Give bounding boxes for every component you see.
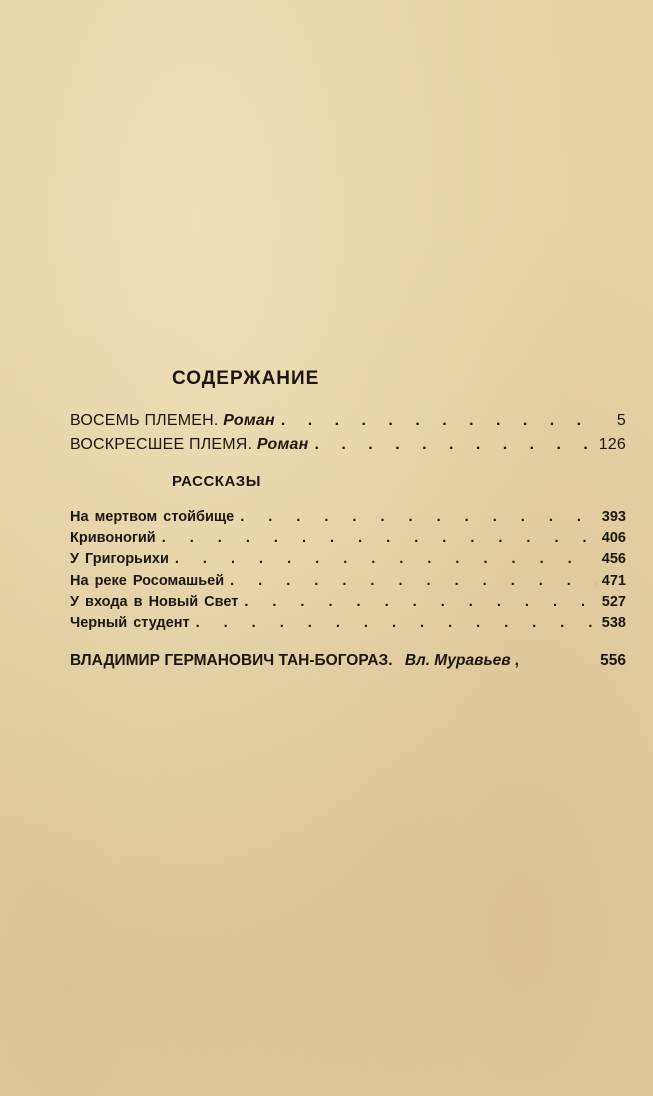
dot-leader: [281, 412, 596, 430]
dot-leader: [244, 594, 595, 610]
entry-title: У входа в Новый Свет: [70, 594, 239, 610]
toc-entry-story: [70, 551, 626, 567]
entry-title: Кривоногий: [70, 530, 156, 546]
entry-title: На мертвом стойбище: [70, 509, 235, 525]
entry-page-number: 538: [601, 615, 626, 631]
toc-entry-story: [70, 615, 626, 631]
entry-label: [70, 652, 511, 670]
toc-entry-story: [70, 594, 626, 610]
toc-entry-novel-2: [70, 436, 626, 454]
entry-page-number: 471: [601, 573, 626, 589]
dot-leader: [515, 652, 525, 670]
toc-entry-story: [70, 573, 626, 589]
toc-entry-story: [70, 530, 626, 546]
dot-leader: [230, 573, 596, 589]
entry-page-number: 527: [601, 594, 626, 610]
entry-label: [70, 436, 309, 454]
toc-entry-afterword: [70, 652, 626, 670]
entry-author: Вл. Муравьев: [404, 652, 511, 669]
entry-title: ВОСЕМЬ ПЛЕМЕН.: [70, 412, 219, 429]
dot-leader: [196, 615, 596, 631]
stories-heading: РАССКАЗЫ: [172, 473, 261, 490]
dot-leader: [315, 436, 593, 454]
dot-leader: [240, 509, 596, 525]
toc-title: СОДЕРЖАНИЕ: [172, 368, 320, 389]
entry-page-number: 126: [598, 436, 626, 453]
toc-entry-story: [70, 509, 626, 525]
entry-title: ВОСКРЕСШЕЕ ПЛЕМЯ.: [70, 436, 253, 453]
toc-entry-novel-1: [70, 412, 626, 430]
entry-page-number: 5: [616, 412, 626, 429]
entry-page-number: 556: [600, 652, 626, 669]
entry-genre: Роман: [223, 412, 275, 429]
entry-title: ВЛАДИМИР ГЕРМАНОВИЧ ТАН-БОГОРАЗ.: [70, 652, 393, 669]
entry-page-number: 393: [601, 509, 626, 525]
entry-title: Черный студент: [70, 615, 190, 631]
entry-genre: Роман: [256, 436, 309, 453]
entry-page-number: 456: [601, 551, 626, 567]
dot-leader: [162, 530, 596, 546]
entry-label: [70, 412, 275, 430]
entry-title: На реке Росомашьей: [70, 573, 225, 589]
entry-page-number: 406: [601, 530, 626, 546]
dot-leader: [175, 551, 596, 567]
entry-title: У Григорьихи: [70, 551, 169, 567]
